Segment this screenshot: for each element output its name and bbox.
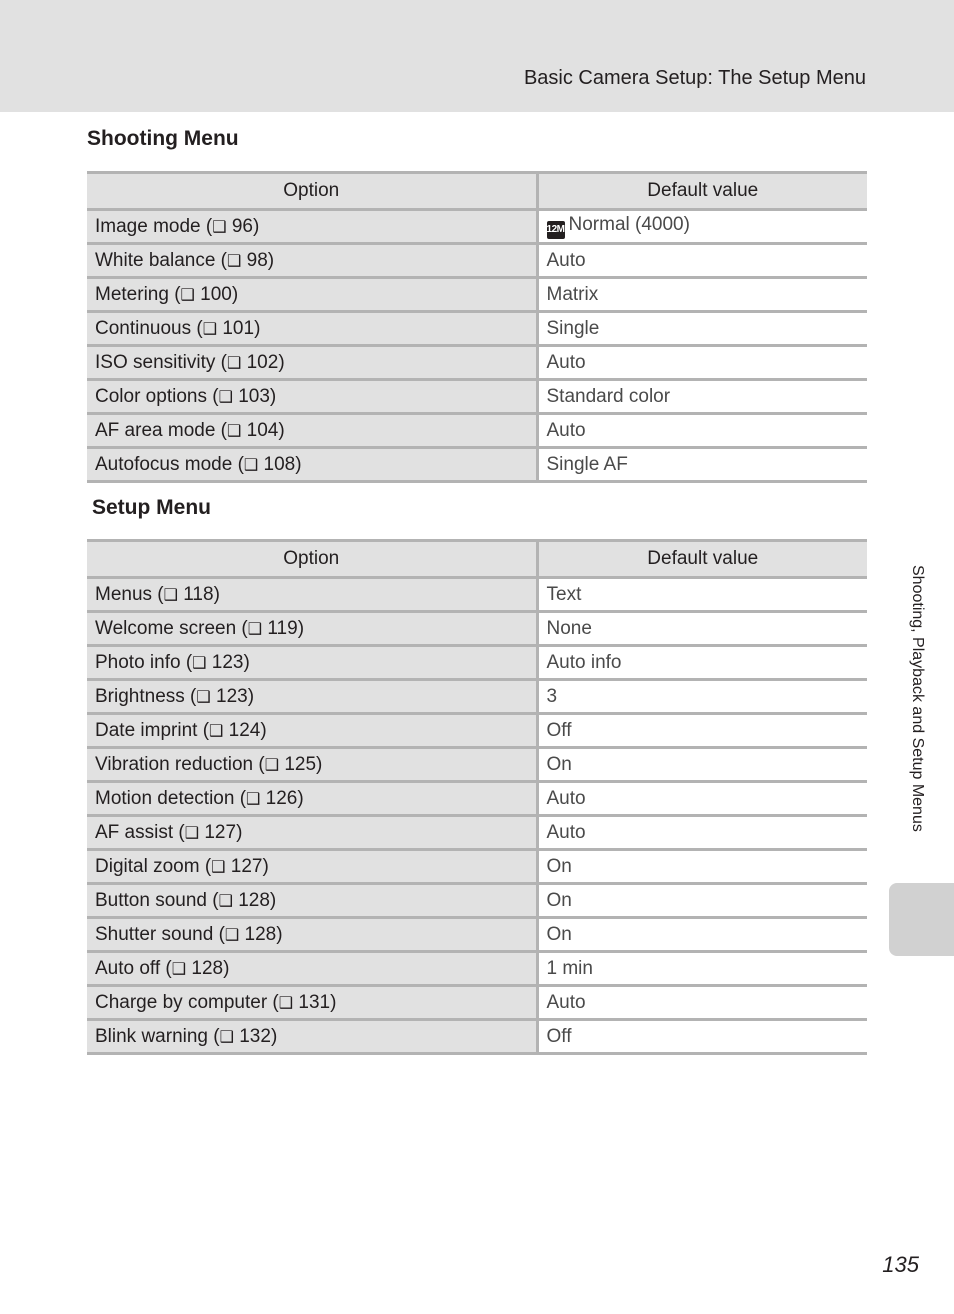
- table-row: [87, 952, 867, 986]
- setup-menu-table: [87, 539, 867, 1055]
- option-label: Welcome screen (: [95, 617, 248, 639]
- option-cell: Vibration reduction (❑ 125): [87, 748, 537, 782]
- option-cell: Photo info (❑ 123): [87, 646, 537, 680]
- default-value: On: [546, 889, 572, 911]
- table-row: [87, 312, 867, 346]
- book-icon: ❑: [211, 858, 226, 876]
- book-icon: ❑: [196, 688, 211, 706]
- default-value: Single: [546, 317, 600, 339]
- default-value-cell: [537, 612, 867, 646]
- option-label: Autofocus mode (: [95, 453, 244, 475]
- default-value: Off: [546, 719, 572, 741]
- shooting-menu-table: [87, 171, 867, 483]
- option-label: Blink warning (: [95, 1025, 220, 1047]
- default-value-cell: [537, 210, 867, 244]
- page-number: 135: [882, 1252, 919, 1277]
- default-value-cell: [537, 414, 867, 448]
- option-column-header: Option: [87, 541, 537, 578]
- book-icon: ❑: [246, 790, 261, 808]
- table-row: [87, 1020, 867, 1054]
- default-value: Normal (4000): [568, 214, 690, 235]
- default-value-cell: [537, 346, 867, 380]
- default-value-cell: [537, 278, 867, 312]
- book-icon: ❑: [227, 422, 242, 440]
- table-row: [87, 986, 867, 1020]
- option-cell: AF assist (❑ 127): [87, 816, 537, 850]
- header-title: Basic Camera Setup: The Setup Menu: [523, 67, 866, 89]
- book-icon: ❑: [218, 892, 233, 910]
- option-label: Color options (: [95, 385, 219, 407]
- table-row: [87, 748, 867, 782]
- option-label: Continuous (: [95, 317, 203, 339]
- default-value-cell: [537, 714, 867, 748]
- default-value-column-header: Default value: [537, 541, 867, 578]
- option-label: Button sound (: [95, 889, 219, 911]
- default-value: None: [546, 617, 592, 639]
- default-value: Auto: [546, 249, 586, 271]
- page-reference: 104: [246, 419, 279, 441]
- option-label: Metering (: [95, 283, 181, 305]
- default-value: Auto: [546, 419, 586, 441]
- option-label: Photo info (: [95, 651, 193, 673]
- option-cell: Menus (❑ 118): [87, 578, 537, 612]
- table-row: [87, 714, 867, 748]
- option-cell: Color options (❑ 103): [87, 380, 537, 414]
- side-tab-label: Shooting, Playback and Setup Menus: [909, 565, 926, 832]
- option-label: ISO sensitivity (: [95, 351, 227, 373]
- default-value-cell: [537, 918, 867, 952]
- page-reference: 103: [238, 385, 270, 407]
- option-label: Menus (: [95, 583, 164, 605]
- page-reference: 96: [231, 215, 253, 237]
- default-value-cell: [537, 952, 867, 986]
- option-cell: White balance (❑ 98): [87, 244, 537, 278]
- default-value: 1 min: [546, 957, 593, 979]
- default-value-cell: [537, 748, 867, 782]
- default-value: On: [546, 923, 572, 945]
- option-cell: ISO sensitivity (❑ 102): [87, 346, 537, 380]
- table-row: [87, 612, 867, 646]
- option-cell: Date imprint (❑ 124): [87, 714, 537, 748]
- default-value-cell: [537, 1020, 867, 1054]
- option-label: Image mode (: [95, 215, 213, 237]
- option-cell: Digital zoom (❑ 127): [87, 850, 537, 884]
- option-label: Charge by computer (: [95, 991, 279, 1013]
- page-reference: 132: [239, 1025, 271, 1047]
- default-value: Standard color: [546, 385, 671, 407]
- book-icon: ❑: [192, 654, 207, 672]
- option-label: Date imprint (: [95, 719, 210, 741]
- page-reference: 128: [191, 957, 224, 979]
- page-reference: 127: [204, 821, 237, 843]
- option-label: Digital zoom (: [95, 855, 212, 877]
- setup-menu-title: Setup Menu: [92, 496, 211, 519]
- page-reference: 123: [211, 651, 244, 673]
- table-row: [87, 782, 867, 816]
- book-icon: ❑: [224, 926, 240, 944]
- book-icon: ❑: [264, 756, 280, 774]
- default-value-column-header: Default value: [537, 173, 867, 210]
- shooting-menu-rows: [87, 210, 867, 482]
- book-icon: ❑: [171, 960, 187, 978]
- option-cell: Auto off (❑ 128): [87, 952, 537, 986]
- table-row: [87, 646, 867, 680]
- default-value-cell: [537, 850, 867, 884]
- page-reference: 128: [238, 889, 270, 911]
- option-cell: Metering (❑ 100): [87, 278, 537, 312]
- default-value-cell: [537, 646, 867, 680]
- table-row: [87, 850, 867, 884]
- option-cell: Charge by computer (❑ 131): [87, 986, 537, 1020]
- side-tab: [889, 883, 954, 956]
- table-row: [87, 414, 867, 448]
- default-value-cell: [537, 816, 867, 850]
- default-value-cell: [537, 986, 867, 1020]
- option-label: AF assist (: [95, 821, 185, 843]
- page-reference: 128: [244, 923, 277, 945]
- option-label: Shutter sound (: [95, 923, 225, 945]
- default-value-cell: [537, 782, 867, 816]
- page-reference: 119: [267, 617, 298, 639]
- option-cell: Welcome screen (❑ 119): [87, 612, 537, 646]
- option-cell: Image mode (❑ 96): [87, 210, 537, 244]
- default-value-cell: [537, 884, 867, 918]
- default-value: Auto: [546, 821, 586, 843]
- option-label: Vibration reduction (: [95, 753, 265, 775]
- page-reference: 131: [298, 991, 331, 1013]
- book-icon: ❑: [278, 994, 294, 1012]
- table-header-row: [87, 541, 867, 578]
- book-icon: ❑: [243, 456, 259, 474]
- default-value: Auto: [546, 351, 586, 373]
- page-reference: 102: [246, 351, 279, 373]
- page-reference: 118: [183, 583, 214, 605]
- table-row: [87, 680, 867, 714]
- option-column-header: Option: [87, 173, 537, 210]
- table-row: [87, 278, 867, 312]
- page-reference: 123: [216, 685, 248, 707]
- default-value-cell: [537, 244, 867, 278]
- book-icon: ❑: [184, 824, 200, 842]
- default-value: 3: [546, 685, 558, 707]
- book-icon: ❑: [212, 218, 227, 236]
- page-reference: 126: [265, 787, 298, 809]
- book-icon: ❑: [218, 388, 233, 406]
- default-value-cell: [537, 578, 867, 612]
- book-icon: ❑: [227, 252, 242, 270]
- default-value: Single AF: [546, 453, 628, 475]
- default-value-cell: [537, 680, 867, 714]
- page-reference: 127: [230, 855, 263, 877]
- page-reference: 100: [200, 283, 232, 305]
- table-header-row: [87, 173, 867, 210]
- book-icon: ❑: [202, 320, 218, 338]
- default-value: Matrix: [546, 283, 599, 305]
- page-reference: 101: [222, 317, 255, 339]
- table-row: [87, 380, 867, 414]
- default-value: On: [546, 753, 572, 775]
- book-icon: ❑: [247, 620, 263, 638]
- book-icon: ❑: [180, 286, 195, 304]
- option-cell: Continuous (❑ 101): [87, 312, 537, 346]
- table-row: [87, 816, 867, 850]
- header-band: [0, 0, 954, 112]
- page-reference: 108: [263, 453, 296, 475]
- page-reference: 124: [228, 719, 261, 741]
- option-cell: Autofocus mode (❑ 108): [87, 448, 537, 482]
- setup-menu-rows: [87, 578, 867, 1054]
- option-label: White balance (: [95, 249, 228, 271]
- table-row: [87, 346, 867, 380]
- default-value: Auto info: [546, 651, 622, 673]
- book-icon: ❑: [226, 354, 242, 372]
- option-cell: Motion detection (❑ 126): [87, 782, 537, 816]
- default-value: Text: [546, 583, 582, 605]
- option-label: Brightness (: [95, 685, 197, 707]
- option-cell: Blink warning (❑ 132): [87, 1020, 537, 1054]
- page-reference: 125: [284, 753, 317, 775]
- option-label: Motion detection (: [95, 787, 247, 809]
- option-cell: Brightness (❑ 123): [87, 680, 537, 714]
- table-row: [87, 578, 867, 612]
- page-reference: 98: [246, 249, 268, 271]
- book-icon: ❑: [209, 722, 224, 740]
- table-row: [87, 884, 867, 918]
- book-icon: ❑: [219, 1028, 234, 1046]
- option-cell: Shutter sound (❑ 128): [87, 918, 537, 952]
- default-value-cell: [537, 312, 867, 346]
- default-value: On: [546, 855, 572, 877]
- default-value: Off: [546, 1025, 572, 1047]
- option-label: Auto off (: [95, 957, 172, 979]
- default-value-cell: [537, 448, 867, 482]
- option-label: AF area mode (: [95, 419, 227, 441]
- table-row: [87, 210, 867, 244]
- table-row: [87, 918, 867, 952]
- shooting-menu-title: Shooting Menu: [87, 127, 239, 150]
- default-value-cell: [537, 380, 867, 414]
- table-row: [87, 244, 867, 278]
- option-cell: AF area mode (❑ 104): [87, 414, 537, 448]
- table-row: [87, 448, 867, 482]
- book-icon: ❑: [163, 586, 178, 604]
- default-value: Auto: [546, 991, 586, 1013]
- option-cell: Button sound (❑ 128): [87, 884, 537, 918]
- image-mode-12m-icon: 12M: [547, 221, 565, 239]
- default-value: Auto: [546, 787, 586, 809]
